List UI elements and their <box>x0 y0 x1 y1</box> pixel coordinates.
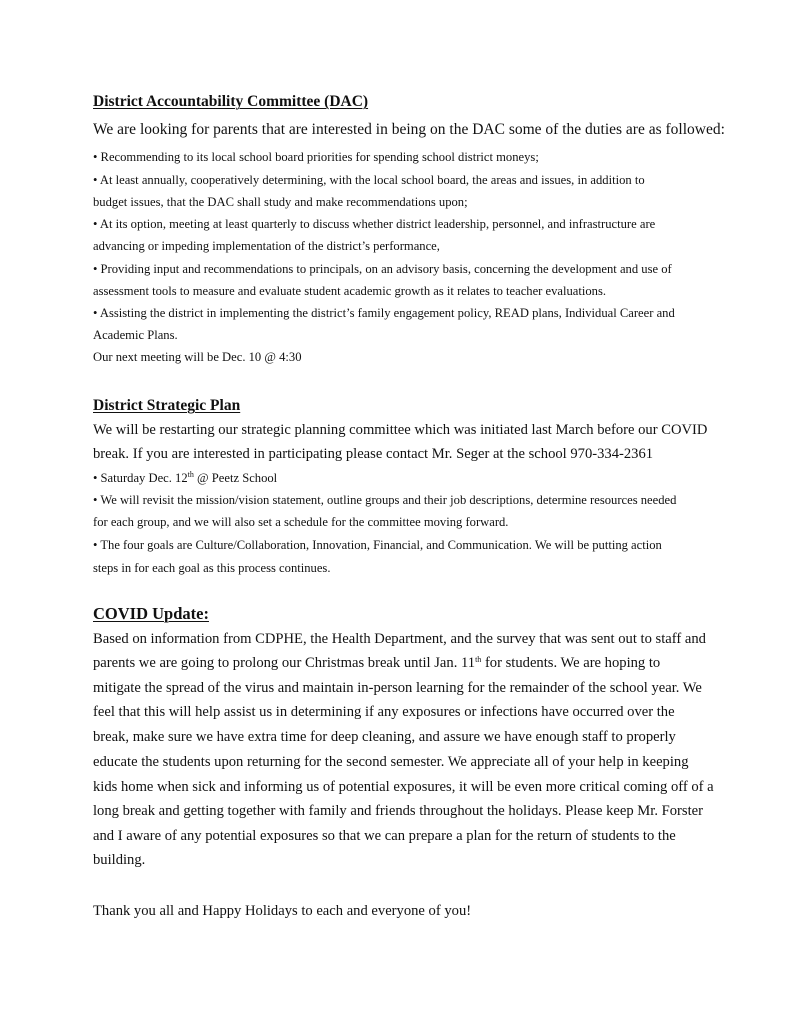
dac-next-meeting: Our next meeting will be Dec. 10 @ 4:30 <box>93 350 302 364</box>
covid-line: kids home when sick and informing us of potential exposures, it will be even more critical coming off of a <box>93 779 714 795</box>
dac-line: advancing or impeding implementation of the district’s performance, <box>93 239 440 253</box>
strategic-line: • We will revisit the mission/vision statement, outline groups and their job descriptions, determine resources needed <box>93 493 677 507</box>
covid-line: and I aware of any potential exposures so that we can prepare a plan for the return of students to the <box>93 828 676 844</box>
strategic-line: for each group, and we will also set a schedule for the committee moving forward. <box>93 515 509 529</box>
dac-intro: We are looking for parents that are interested in being on the DAC some of the duties are as followed: <box>93 121 725 138</box>
dac-line: • Providing input and recommendations to principals, on an advisory basis, concerning the development and use of <box>93 262 672 276</box>
covid-line2-text: parents we are going to prolong our Christmas break until Jan. 11 <box>93 655 476 671</box>
strategic-line: • The four goals are Culture/Collaboration, Innovation, Financial, and Communication. We will be putting action <box>93 538 662 552</box>
ordinal-suffix: th <box>475 655 482 664</box>
covid-line: building. <box>93 852 146 868</box>
covid-line: break, make sure we have extra time for deep cleaning, and assure we have enough staff to properly <box>93 729 676 745</box>
dac-line: • Assisting the district in implementing the district’s family engagement policy, READ plans, Individual Career and <box>93 306 675 320</box>
covid-line: mitigate the spread of the virus and maintain in-person learning for the remainder of the school year. We <box>93 680 702 696</box>
dac-line: • Recommending to its local school board priorities for spending school district moneys; <box>93 150 539 164</box>
covid-line: feel that this will help assist us in determining if any exposures or infections have occurred over the <box>93 704 675 720</box>
dac-heading: District Accountability Committee (DAC) <box>93 93 369 110</box>
strategic-para: We will be restarting our strategic planning committee which was initiated last March before our COVID <box>93 422 708 438</box>
dac-line: • At least annually, cooperatively determining, with the local school board, the areas and issues, in addition to <box>93 173 645 187</box>
saturday-text: • Saturday Dec. 12 <box>93 471 188 485</box>
strategic-saturday <box>93 471 277 486</box>
covid-line: long break and getting together with family and friends throughout the holidays. Please keep Mr. Forster <box>93 803 703 819</box>
covid-line <box>93 655 660 672</box>
dac-line: Academic Plans. <box>93 328 178 342</box>
strategic-para: break. If you are interested in participating please contact Mr. Seger at the school 970-334-2361 <box>93 446 654 462</box>
covid-line: educate the students upon returning for the second semester. We appreciate all of your help in keeping <box>93 754 689 770</box>
dac-line: budget issues, that the DAC shall study and make recommendations upon; <box>93 195 468 209</box>
covid-line2-suffix: for students. We are hoping to <box>481 655 661 671</box>
strategic-heading: District Strategic Plan <box>93 397 241 414</box>
covid-heading: COVID Update: <box>93 604 209 623</box>
dac-line: assessment tools to measure and evaluate student academic growth as it relates to teacher evaluations. <box>93 284 607 298</box>
ordinal-suffix: th <box>187 470 194 479</box>
saturday-location: @ Peetz School <box>193 471 278 485</box>
closing-line: Thank you all and Happy Holidays to each and everyone of you! <box>93 903 472 919</box>
covid-line: Based on information from CDPHE, the Health Department, and the survey that was sent out to staff and <box>93 631 706 647</box>
dac-line: • At its option, meeting at least quarterly to discuss whether district leadership, personnel, and infrastructure are <box>93 217 656 231</box>
strategic-line: steps in for each goal as this process continues. <box>93 561 331 575</box>
